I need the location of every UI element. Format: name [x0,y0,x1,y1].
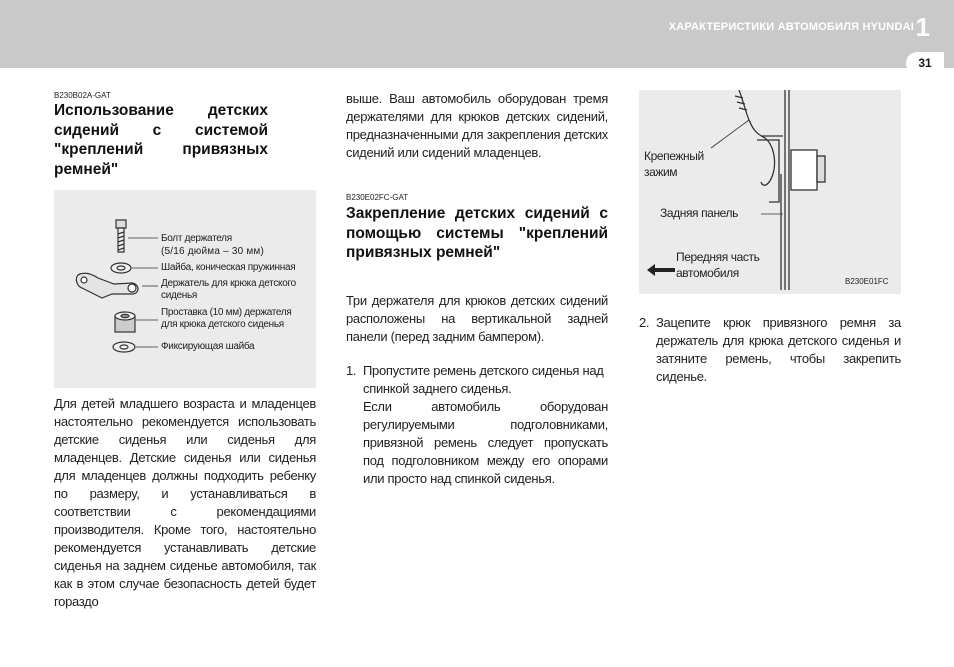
page-number: 31 [906,52,944,74]
spacer-icon [115,312,135,332]
location-paragraph: Три держателя для крюков детских сидений расположены на вертикальной задней панели (перед задним бампером). [346,293,608,344]
bracket-icon [757,136,825,202]
instruction-list [639,314,901,386]
label-lock-washer: Фиксирующая шайба [161,341,255,352]
list-item [639,314,901,386]
instruction-list [346,362,608,488]
item-text: Зацепите крюк привязного ремня за держатель для крюка детского сиденья и затяните ремень, чтобы закрепить сиденье. [656,315,901,384]
bracket-icon [76,273,138,298]
lock-washer-icon [113,342,135,352]
item-number: 1. [346,363,357,378]
label-rear-panel: Задняя панель [660,206,739,220]
tether-hook-icon [735,90,775,185]
section-code: B230B02A-GAT [54,91,111,100]
front-arrow-icon [647,264,675,276]
label-spring-washer: Шайба, коническая пружинная [161,262,296,273]
label-bolt-size: (5/16 дюйма – 30 мм) [161,246,265,257]
label-bracket: Держатель для крюка детского сиденья [161,278,296,301]
list-item [346,362,608,488]
section-title: ХАРАКТЕРИСТИКИ АВТОМОБИЛЯ HYUNDAI [668,21,914,33]
body-paragraph: Для детей младшего возраста и младенцев настоятельно рекомендуется использовать детские сиденья или сиденья для младенцев. Детские сиденья или сиденья для младенцев должны подходить ребенку по размеру, и устанавливаться в соответствии с рекомендациями производителя. Кроме того, настоятельно рекомендуется устанавливать детские сиденья на заднем сиденье автомобиля, так как в этом случае безопасность детей будет гораздо [54,396,316,609]
figure-anchor-location [639,90,901,294]
section-heading: Закрепление детских сидений с помощью системы "креплений привязных ремней" [346,205,608,261]
item-number: 2. [639,315,650,330]
spring-washer-icon [111,263,131,273]
item-note: Если автомобиль оборудован регулируемыми подголовниками, привязной ремень следует пропускать под подголовником между его опорами или просто над спинкой сиденья. [363,399,608,486]
figure-code: B230E01FC [845,277,889,286]
chapter-number: 1 [915,12,930,42]
bolt-icon [116,220,126,252]
intro-paragraph: выше. Ваш автомобиль оборудован тремя держателями для крюков детских сидений, предназначенными для закрепления детских сидений или сидений младенцев. [346,91,608,160]
label-clamp: Крепежный зажим [644,149,704,179]
section-heading: Использование детских сидений с системой "креплений привязных ремней" [54,102,268,178]
item-text: Пропустите ремень детского сиденья над спинкой заднего сиденья. [363,363,604,396]
label-vehicle-front: Передняя часть автомобиля [676,250,760,280]
figure-anchor-parts [54,190,316,388]
page-header [0,0,954,68]
label-bolt: Болт держателя [161,233,232,244]
label-spacer: Проставка (10 мм) держателя для крюка детского сиденья [161,307,292,330]
section-code: B230E02FC-GAT [346,193,409,202]
